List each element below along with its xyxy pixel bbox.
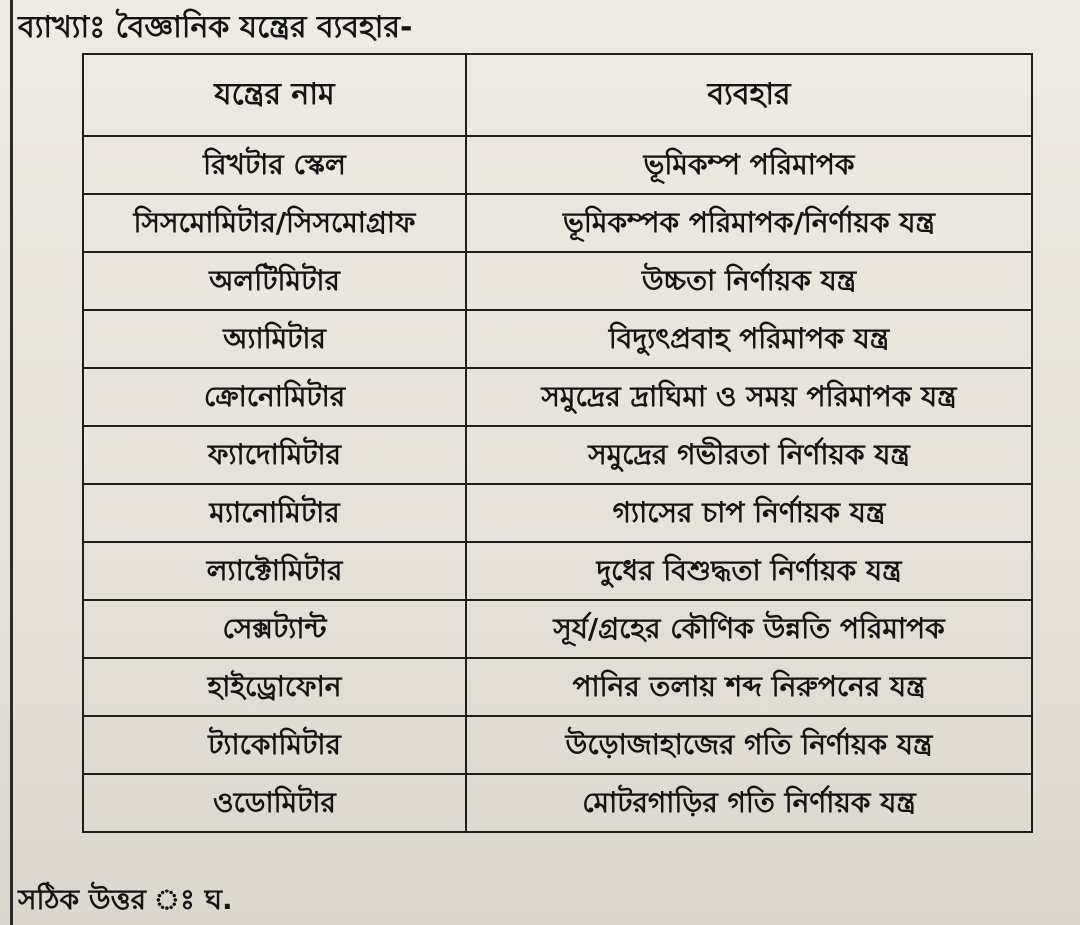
table-row bbox=[83, 310, 1032, 368]
instrument-use-cell: মোটরগাড়ির গতি নির্ণায়ক যন্ত্র bbox=[466, 774, 1032, 832]
instrument-name-cell: ম্যানোমিটার bbox=[83, 484, 466, 542]
instrument-name-cell: সেক্সট্যান্ট bbox=[83, 600, 466, 658]
table-row bbox=[83, 368, 1032, 426]
table-row bbox=[83, 716, 1032, 774]
instrument-use-cell: সমুদ্রের গভীরতা নির্ণায়ক যন্ত্র bbox=[466, 426, 1032, 484]
instrument-name-cell: ট্যাকোমিটার bbox=[83, 716, 466, 774]
instrument-name-cell: রিখটার স্কেল bbox=[83, 136, 466, 194]
table-row bbox=[83, 600, 1032, 658]
instrument-use-cell: সূর্য/গ্রহের কৌণিক উন্নতি পরিমাপক bbox=[466, 600, 1032, 658]
instrument-name-cell: অ্যামিটার bbox=[83, 310, 466, 368]
instruments-table bbox=[82, 53, 1033, 833]
correct-answer: সঠিক উত্তর ঃ ঘ. bbox=[18, 883, 233, 916]
instrument-use-cell: পানির তলায় শব্দ নিরুপনের যন্ত্র bbox=[466, 658, 1032, 716]
instrument-use-cell: ভূমিকম্পক পরিমাপক/নির্ণায়ক যন্ত্র bbox=[466, 194, 1032, 252]
instrument-name-cell: অলটিমিটার bbox=[83, 252, 466, 310]
instrument-use-cell: উড়োজাহাজের গতি নির্ণায়ক যন্ত্র bbox=[466, 716, 1032, 774]
table-row bbox=[83, 484, 1032, 542]
table-row bbox=[83, 542, 1032, 600]
instrument-use-cell: সমুদ্রের দ্রাঘিমা ও সময় পরিমাপক যন্ত্র bbox=[466, 368, 1032, 426]
instrument-use-cell: গ্যাসের চাপ নির্ণায়ক যন্ত্র bbox=[466, 484, 1032, 542]
instrument-use-cell: ভূমিকম্প পরিমাপক bbox=[466, 136, 1032, 194]
table-row bbox=[83, 426, 1032, 484]
table-row bbox=[83, 774, 1032, 832]
column-header-name: যন্ত্রের নাম bbox=[83, 54, 466, 136]
instrument-name-cell: সিসমোমিটার/সিসমোগ্রাফ bbox=[83, 194, 466, 252]
table-row bbox=[83, 136, 1032, 194]
instrument-use-cell: উচ্চতা নির্ণায়ক যন্ত্র bbox=[466, 252, 1032, 310]
table-row bbox=[83, 194, 1032, 252]
instrument-name-cell: হাইড্রোফোন bbox=[83, 658, 466, 716]
explanation-heading: ব্যাখ্যাঃ বৈজ্ঞানিক যন্ত্রের ব্যবহার- bbox=[18, 10, 413, 45]
margin-rule bbox=[10, 0, 13, 925]
column-header-use: ব্যবহার bbox=[466, 54, 1032, 136]
table-row bbox=[83, 658, 1032, 716]
instrument-name-cell: ওডোমিটার bbox=[83, 774, 466, 832]
instrument-use-cell: বিদ্যুৎপ্রবাহ পরিমাপক যন্ত্র bbox=[466, 310, 1032, 368]
table-header-row bbox=[83, 54, 1032, 136]
instrument-use-cell: দুধের বিশুদ্ধতা নির্ণায়ক যন্ত্র bbox=[466, 542, 1032, 600]
instrument-name-cell: ক্রোনোমিটার bbox=[83, 368, 466, 426]
table-row bbox=[83, 252, 1032, 310]
instrument-name-cell: ফ্যাদোমিটার bbox=[83, 426, 466, 484]
instrument-name-cell: ল্যাক্টোমিটার bbox=[83, 542, 466, 600]
